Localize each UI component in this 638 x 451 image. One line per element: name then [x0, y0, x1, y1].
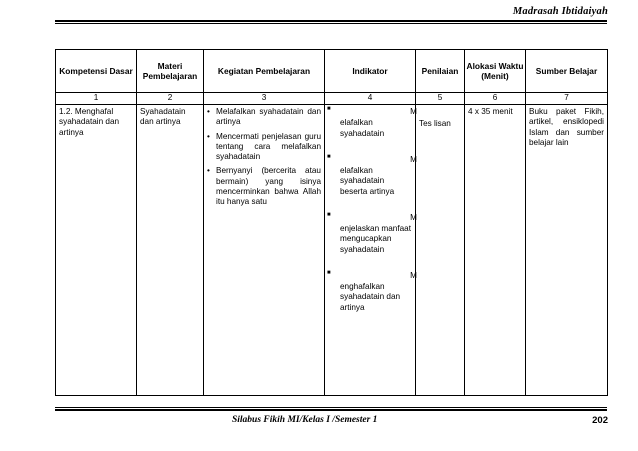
sumber-text: Buku paket Fikih, artikel, ensiklopedi Islam dan sumber belajar lain — [529, 107, 604, 147]
header-rule-thin — [55, 23, 607, 24]
square-bullet-icon: ■ — [327, 153, 331, 160]
col-header-alokasi: Alokasi Waktu (Menit) — [465, 50, 526, 93]
syllabus-table — [55, 49, 608, 396]
col-number: 7 — [526, 93, 608, 105]
table-row — [56, 105, 608, 396]
sumber-cell — [526, 105, 608, 396]
col-header-indikator: Indikator — [325, 50, 416, 93]
header-title: Madrasah Ibtidaiyah — [512, 6, 608, 17]
col-number: 3 — [204, 93, 325, 105]
square-bullet-icon: ■ — [327, 269, 331, 276]
col-number: 4 — [325, 93, 416, 105]
col-header-sumber: Sumber Belajar — [526, 50, 608, 93]
materi-text: Syahadatain dan artinya — [140, 107, 186, 127]
materi-cell — [137, 105, 204, 396]
col-number: 6 — [465, 93, 526, 105]
number-row — [56, 93, 608, 105]
col-header-kompetensi: Kompetensi Dasar — [56, 50, 137, 93]
kegiatan-item: • Bernyanyi (bercerita atau bermain) yang isinya mencerminkan bahwa Allah itu hanya satu — [207, 166, 321, 206]
kegiatan-cell — [204, 105, 325, 396]
square-bullet-icon: ■ — [327, 211, 331, 218]
header-row — [56, 50, 608, 93]
alokasi-cell — [465, 105, 526, 396]
kompetensi-cell — [56, 105, 137, 396]
bullet-icon: • — [207, 166, 210, 176]
square-bullet-icon: ■ — [327, 106, 331, 112]
col-number: 2 — [137, 93, 204, 105]
footer-title: Silabus Fikih MI/Kelas I /Semester 1 — [232, 415, 378, 425]
footer-rule-thin — [55, 407, 607, 408]
alokasi-text: 4 x 35 menit — [468, 107, 513, 116]
indikator-item: ■ M enjelaskan manfaat mengucapkan syahadatain — [327, 211, 417, 254]
kegiatan-item: • Mencermati penjelasan guru tentang cara melafalkan syahadatain — [207, 131, 321, 161]
penilaian-cell — [416, 105, 465, 396]
kompetensi-text: 1.2. Menghafal syahadatain dan artinya — [59, 107, 120, 137]
header-rule — [55, 20, 607, 22]
page-number: 202 — [592, 415, 608, 426]
indikator-item: ■ M elafalkan syahadatain beserta artinya — [327, 153, 417, 196]
col-header-kegiatan: Kegiatan Pembelajaran — [204, 50, 325, 93]
penilaian-text: Tes lisan — [419, 119, 451, 128]
col-header-materi: Materi Pembelajaran — [137, 50, 204, 93]
col-number: 1 — [56, 93, 137, 105]
footer-rule — [55, 409, 607, 411]
kegiatan-item: • Melafalkan syahadatain dan artinya — [207, 107, 321, 127]
bullet-icon: • — [207, 107, 210, 116]
col-header-penilaian: Penilaian — [416, 50, 465, 93]
col-number: 5 — [416, 93, 465, 105]
indikator-item: ■ M elafalkan syahadatain — [327, 106, 417, 138]
bullet-icon: • — [207, 131, 210, 141]
indikator-cell — [325, 105, 416, 396]
indikator-item: ■ M enghafalkan syahadatain dan artinya — [327, 269, 417, 312]
